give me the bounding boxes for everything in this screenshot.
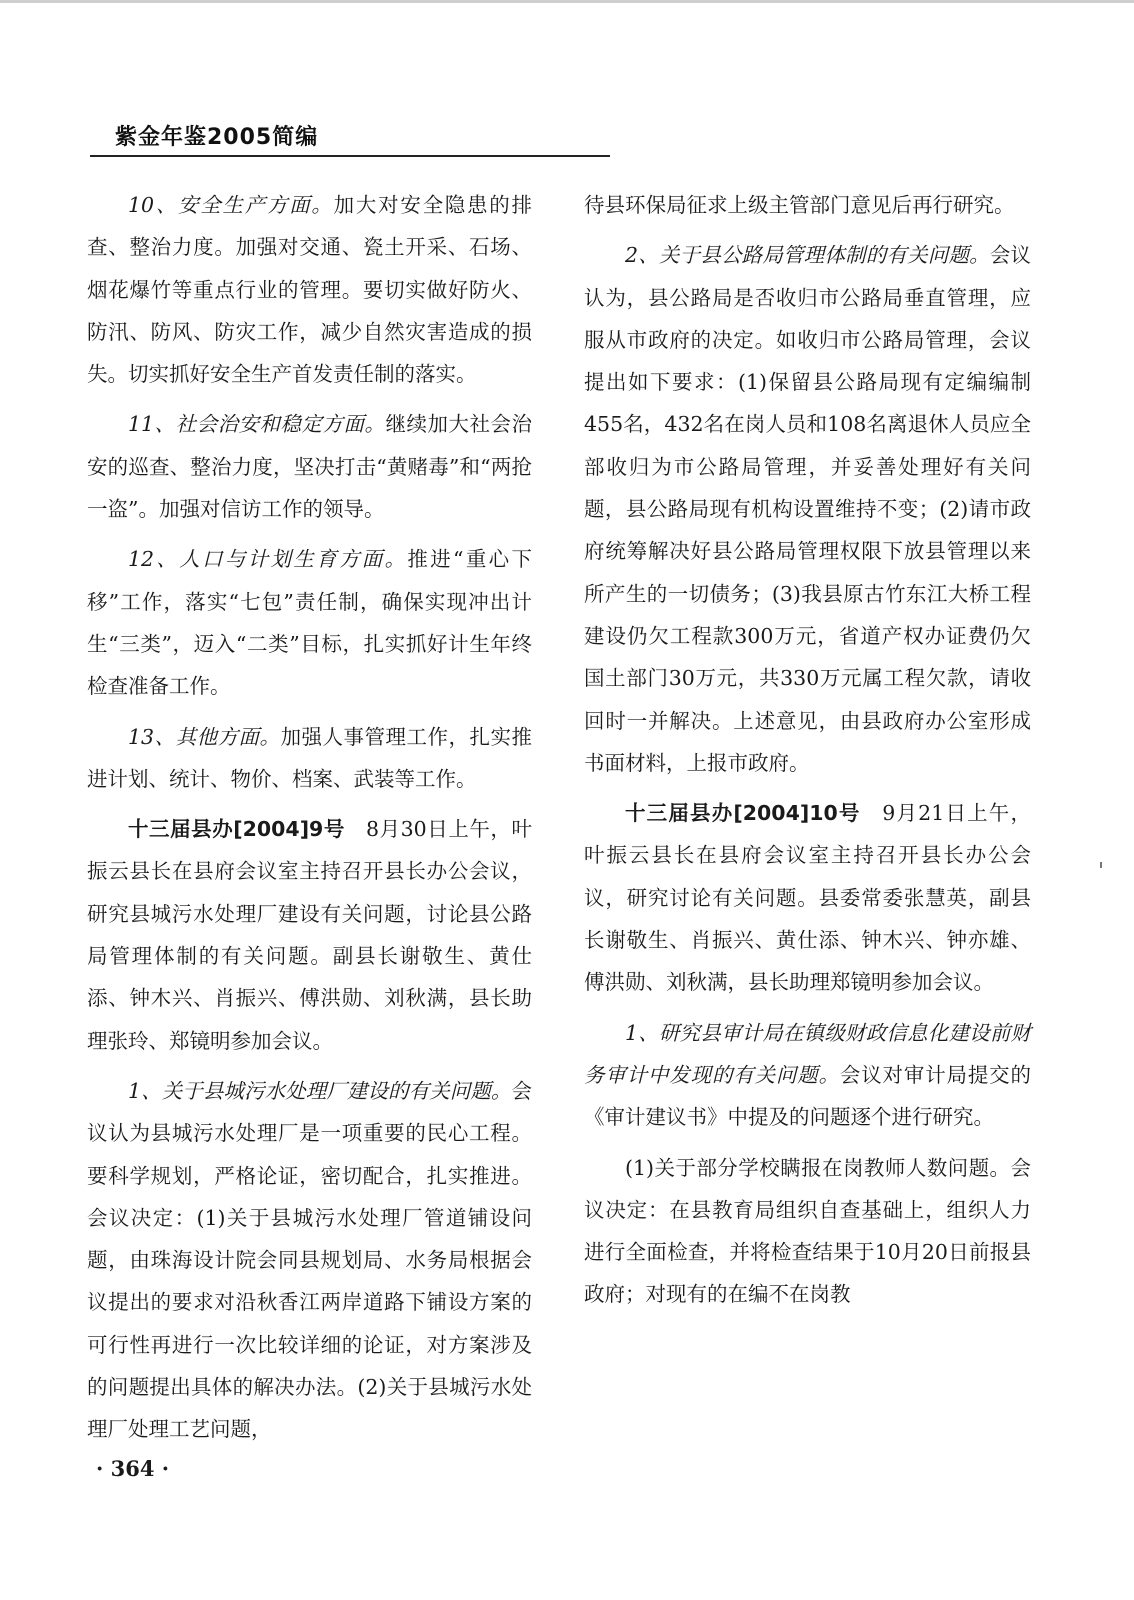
section-lead: 13、其他方面。 [128,724,281,749]
meeting-title: 十三届县办[2004]10号 [625,801,861,826]
right-column [584,184,1031,1324]
paragraph-sewage-plant [87,1070,532,1451]
section-lead: 10、安全生产方面。 [128,193,334,217]
section-lead: 2、关于县公路局管理体制的有关问题。 [625,243,990,268]
section-lead: 1、关于县城污水处理厂建设的有关问题。 [128,1078,512,1103]
paragraph-text: 推进“重心下移”工作，落实“七包”责任制，确保实现冲出计生“三类”，迈入“二类”目标，扎实抓好计生年终检查准备工作。 [87,547,532,699]
paragraph-continued [584,184,1031,226]
paragraph-text: 会议认为，县公路局是否收归市公路局垂直管理，应服从市政府的决定。如收归市公路局管理，会议提出如下要求：(1)保留县公路局现有定编编制455名，432名在岗人员和108名离退休人员应全部收归为市公路局管理，并妥善处理好有关问题，县公路局现有机构设置维持不变；(2)请市政府统筹解决好县公路局管理权限下放县管理以来所产生的一切债务；(3)我县原古竹东江大桥工程建设仍欠工程款300万元，省道产权办证费仍欠国土部门30万元，共330万元属工程欠款，请收回时一并解决。上述意见，由县政府办公室形成书面材料，上报市政府。 [584,243,1032,775]
paragraph-text: 8月30日上午，叶振云县长在县府会议室主持召开县长办公会议，研究县城污水处理厂建设有关问题，讨论县公路局管理体制的有关问题。副县长谢敬生、黄仕添、钟木兴、肖振兴、傅洪勋、刘秋满，县长助理张玲、郑镜明参加会议。 [87,817,532,1053]
paragraph-meeting-9 [87,808,532,1062]
left-column [87,184,532,1459]
paragraph-family-planning [87,538,532,707]
paragraph-text: 9月21日上午，叶振云县长在县府会议室主持召开县长办公会议，研究讨论有关问题。县委常委张慧英，副县长谢敬生、肖振兴、黄仕添、钟木兴、钟亦雄、傅洪勋、刘秋满，县长助理郑镜明参加会议。 [584,801,1031,995]
running-header-title: 紫金年鉴2005简编 [115,125,319,150]
paragraph-text: 会议认为县城污水处理厂是一项重要的民心工程。要科学规划，严格论证，密切配合，扎实推进。会议决定：(1)关于县城污水处理厂管道铺设问题，由珠海设计院会同县规划局、水务局根据会议提出的要求对沿秋香江两岸道路下铺设方案的可行性再进行一次比较详细的论证，对方案涉及的问题提出具体的解决办法。(2)关于县城污水处理厂处理工艺问题， [87,1078,532,1442]
paragraph-other [87,716,532,801]
paragraph-text: 会议对审计局提交的《审计建议书》中提及的问题逐个进行研究。 [584,1062,1032,1130]
section-lead: 11、社会治安和稳定方面。 [128,412,386,437]
meeting-title: 十三届县办[2004]9号 [128,817,345,842]
paragraph-text: 继续加大社会治安的巡查、整治力度，坚决打击“黄赌毒”和“两抢一盗”。加强对信访工作的领导。 [87,412,532,522]
paragraph-text: (1)关于部分学校瞒报在岗教师人数问题。会议决定：在县教育局组织自查基础上，组织人力进行全面检查，并将检查结果于10月20日前报县政府；对现有的在编不在岗教 [584,1155,1031,1307]
paragraph-text: 加大对安全隐患的排查、整治力度。加强对交通、瓷土开采、石场、烟花爆竹等重点行业的管理。要切实做好防火、防汛、防风、防灾工作，减少自然灾害造成的损失。切实抓好安全生产首发责任制的落实。 [87,193,532,387]
paragraph-text: 待县环保局征求上级主管部门意见后再行研究。 [584,193,1015,217]
margin-mark [1100,862,1102,868]
paragraph-safety [87,184,532,395]
page-top-edge [0,0,1134,3]
section-lead: 12、人口与计划生育方面。 [128,547,408,572]
paragraph-text: 加强人事管理工作，扎实推进计划、统计、物价、档案、武装等工作。 [87,724,533,791]
header-rule [90,155,610,157]
section-lead: 1、研究县审计局在镇级财政信息化建设前财务审计中发现的有关问题。 [584,1020,1031,1087]
paragraph-highway-bureau [584,234,1031,784]
paragraph-teachers [584,1147,1031,1316]
paragraph-public-security [87,403,532,530]
page-number: · 364 · [96,1456,170,1481]
paragraph-meeting-10 [584,792,1031,1003]
paragraph-audit [584,1012,1031,1139]
